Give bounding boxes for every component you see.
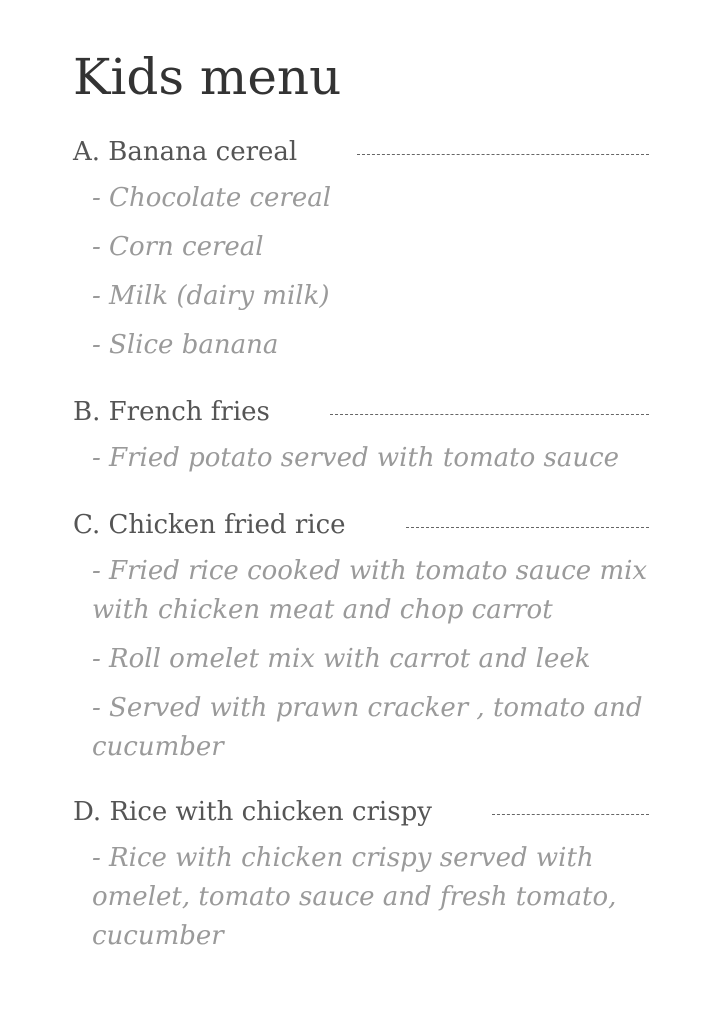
menu-section-french-fries: [73, 393, 649, 478]
item-list: [73, 839, 649, 956]
dotted-leader-line: [406, 527, 649, 528]
section-title: D. Rice with chicken crispy: [73, 797, 432, 827]
menu-section-rice-with-chicken-crispy: [73, 793, 649, 956]
menu-section-banana-cereal: [73, 133, 649, 365]
menu-title: Kids menu: [73, 48, 342, 106]
menu-item-description: - Fried rice cooked with tomato sauce mix with chicken meat and chop carrot: [92, 556, 648, 625]
section-header: [73, 393, 649, 431]
menu-item-description: - Roll omelet mix with carrot and leek: [92, 644, 591, 674]
menu-item-description: - Served with prawn cracker , tomato and cucumber: [92, 693, 643, 762]
menu-item-description: - Slice banana: [92, 330, 279, 360]
section-title: A. Banana cereal: [73, 137, 298, 167]
section-title: B. French fries: [73, 397, 270, 427]
item-list: [73, 179, 649, 365]
menu-item-description: - Fried potato served with tomato sauce: [92, 443, 620, 473]
menu-section-chicken-fried-rice: [73, 506, 649, 767]
menu-item-description: - Chocolate cereal: [92, 183, 332, 213]
menu-item-description: - Corn cereal: [92, 232, 264, 262]
dotted-leader-line: [357, 154, 649, 155]
dotted-leader-line: [492, 814, 649, 815]
section-header: [73, 506, 649, 544]
section-title: C. Chicken fried rice: [73, 510, 346, 540]
dotted-leader-line: [330, 414, 649, 415]
item-list: [73, 439, 649, 478]
menu-item-description: - Milk (dairy milk): [92, 281, 330, 311]
section-header: [73, 133, 649, 171]
item-list: [73, 552, 649, 767]
menu-item-description: - Rice with chicken crispy served with omelet, tomato sauce and fresh tomato, cucumber: [92, 843, 617, 951]
section-header: [73, 793, 649, 831]
